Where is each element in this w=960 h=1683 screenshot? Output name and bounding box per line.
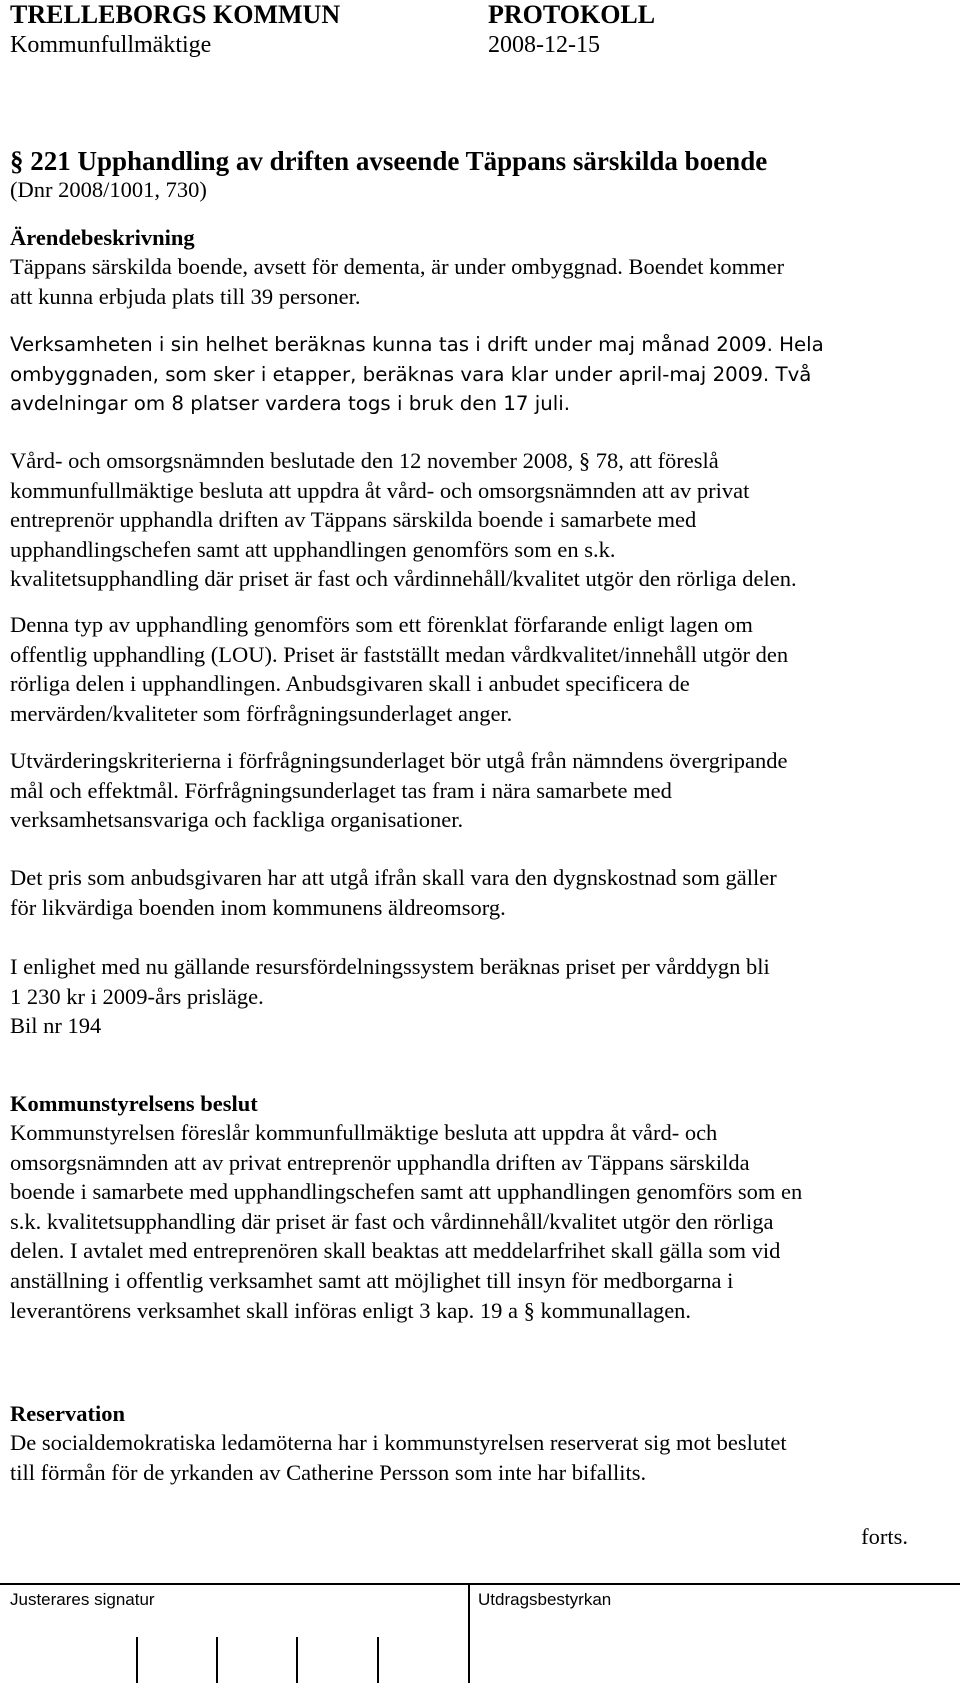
text-line: kvalitetsupphandling där priset är fast och vårdinnehåll/kvalitet utgör den rörliga delen. [10,566,797,592]
text-line: Utvärderingskriterierna i förfrågningsunderlaget bör utgå från nämndens övergripande [10,748,788,773]
text-line: mål och effektmål. Förfrågningsunderlaget tas fram i nära samarbete med [10,777,672,803]
section-heading-reservation: Reservation [10,1401,125,1426]
text-line: s.k. kvalitetsupphandling där priset är fast och vårdinnehåll/kvalitet utgör den rörliga [10,1208,774,1234]
signature-box-divider [216,1637,218,1683]
paragraph-3 [10,446,950,594]
text-line: rörliga delen i upphandlingen. Anbudsgivaren skall i anbudet specificera de [10,671,690,697]
text-line: Det pris som anbudsgivaren har att utgå ifrån skall vara den dygnskostnad som gäller [10,865,777,890]
signature-box-divider [136,1637,138,1683]
text-line: Täppans särskilda boende, avsett för dementa, är under ombyggnad. Boendet kommer [10,254,785,279]
text-line: Kommunstyrelsen föreslår kommunfullmäktige besluta att uppdra åt vård- och [10,1120,718,1145]
text-line: mervärden/kvaliteter som förfrågningsunderlaget anger. [10,700,513,726]
text-line: Denna typ av upphandling genomförs som ett förenklat förfarande enligt lagen om [10,612,753,637]
text-line: verksamhetsansvariga och fackliga organisationer. [10,807,464,833]
text-line: I enlighet med nu gällande resursfördelningssystem beräknas priset per vårddygn bli [10,954,770,979]
text-line: att kunna erbjuda plats till 39 personer. [10,283,361,309]
text-line: för likvärdiga boenden inom kommunens äldreomsorg. [10,894,506,920]
text-line: kommunfullmäktige besluta att uppdra åt vård- och omsorgsnämnden att av privat [10,477,750,503]
text-line: leverantörens verksamhet skall införas enligt 3 kap. 19 a § kommunallagen. [10,1297,692,1323]
text-line: entreprenör upphandla driften av Täppans särskilda boende i samarbete med [10,507,697,533]
document-type: PROTOKOLL [488,0,656,29]
paragraph-2 [10,330,950,419]
text-line: till förmån för de yrkanden av Catherine Persson som inte har bifallits. [10,1459,647,1485]
text-line: boende i samarbete med upphandlingschefen samt att upphandlingen genomförs som en [10,1179,803,1205]
paragraph-6 [10,863,950,922]
text-line: anställning i offentlig verksamhet samt att möjlighet till insyn för medborgarna i [10,1267,734,1293]
meeting-date: 2008-12-15 [488,32,600,58]
text-line: offentlig upphandling (LOU). Priset är fastställt medan vårdkvalitet/innehåll utgör den [10,641,789,667]
paragraph-7 [10,952,950,1041]
text-line: Vård- och omsorgsnämnden beslutade den 12 november 2008, § 78, att föreslå [10,448,719,473]
continued-marker: forts. [861,1524,908,1549]
section-heading-ks-beslut: Kommunstyrelsens beslut [10,1091,258,1116]
ks-beslut-text [10,1118,950,1325]
reservation-text [10,1428,950,1487]
text-line: avdelningar om 8 platser vardera togs i bruk den 17 juli. [10,392,571,416]
signature-box-divider [296,1637,298,1683]
text-line: ombyggnaden, som sker i etapper, beräknas vara klar under april-maj 2009. Två [10,362,812,386]
text-line: delen. I avtalet med entreprenören skall beaktas att meddelarfrihet skall gälla som vid [10,1238,781,1264]
signature-box-divider [377,1637,379,1683]
municipality-name: TRELLEBORGS KOMMUN [10,0,341,29]
council-name: Kommunfullmäktige [10,32,212,58]
text-line: Bil nr 194 [10,1013,102,1039]
paragraph-5 [10,746,950,835]
text-line: Verksamheten i sin helhet beräknas kunna tas i drift under maj månad 2009. Hela [10,333,824,356]
text-line: upphandlingschefen samt att upphandlingen genomförs som en s.k. [10,536,616,562]
item-title: § 221 Upphandling av driften avseende Täppans särskilda boende [10,146,768,176]
footer-divider [0,1583,960,1585]
footer-column-divider [468,1584,470,1683]
section-heading-arendebeskrivning: Ärendebeskrivning [10,225,195,250]
text-line: De socialdemokratiska ledamöterna har i kommunstyrelsen reserverat sig mot beslutet [10,1430,787,1455]
text-line: omsorgsnämnden att av privat entreprenör upphandla driften av Täppans särskilda [10,1149,750,1175]
paragraph-1 [10,252,950,311]
paragraph-4 [10,610,950,728]
signature-label: Justerares signatur [10,1590,155,1609]
extract-certification-label: Utdragsbestyrkan [478,1590,612,1609]
text-line: 1 230 kr i 2009-års prisläge. [10,983,264,1009]
item-dnr: (Dnr 2008/1001, 730) [10,177,207,202]
